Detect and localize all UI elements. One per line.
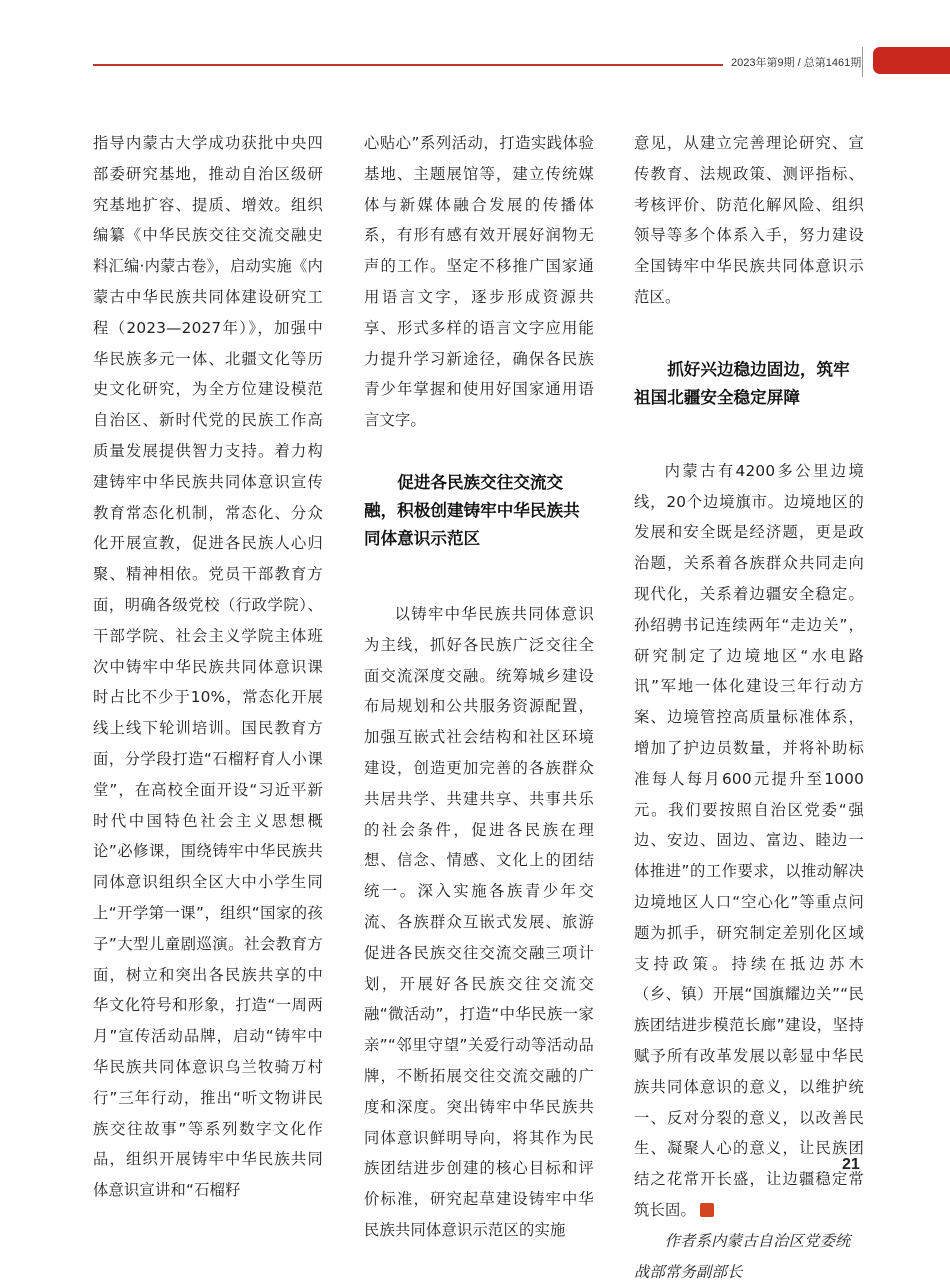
page-number: 21 (842, 1156, 860, 1174)
author-line-2: 战部常务副部长 (634, 1257, 864, 1287)
column-2 (364, 128, 594, 1246)
author-line-1: 作者系内蒙古自治区党委统 (634, 1226, 864, 1257)
seal-icon: 实践 (700, 1203, 714, 1217)
column-3 (634, 128, 864, 1287)
column-1 (93, 128, 323, 1206)
col3-paragraph-1: 意见，从建立完善理论研究、宣传教育、法规政策、测评指标、考核评价、防范化解风险、组织领导等多个体系入手，努力建设全国铸牢中华民族共同体意识示范区。 (634, 128, 864, 313)
col3-paragraph-2-text: 内蒙古有4200多公里边境线，20个边境旗市。边境地区的发展和安全既是经济题，更是政治题，关系着各族群众共同走向现代化，关系着边疆安全稳定。孙绍骋书记连续两年“走边关”，研究制定了边境地区“水电路讯”军地一体化建设三年行动方案、边境管控高质量标准体系，增加了护边员数量，并将补助标准每人每月600元提升至1000元。我们要按照自治区党委“强边、安边、固边、富边、睦边一体推进”的工作要求，以推动解决边境地区人口“空心化”等重点问题为抓手，研究制定差别化区域支持政策。持续在抵边苏木（乡、镇）开展“国旗耀边关”“民族团结进步模范长廊”建设，坚持赋予所有改革发展以彰显中华民族共同体意识的意义，以维护统一、反对分裂的意义，以改善民生、凝聚人心的意义，让民族团结之花常开长盛，让边疆稳定常筑长固。 (634, 462, 864, 1219)
col3-paragraph-2 (634, 456, 864, 1226)
header-divider (862, 47, 863, 77)
col2-section-heading: 促进各民族交往交流交融，积极创建铸牢中华民族共同体意识示范区 (364, 469, 594, 553)
col3-section-heading: 抓好兴边稳边固边，筑牢祖国北疆安全稳定屏障 (634, 356, 864, 412)
header-tab (873, 47, 950, 74)
col2-paragraph-1: 心贴心”系列活动，打造实践体验基地、主题展馆等，建立传统媒体与新媒体融合发展的传播体系，有形有感有效开展好润物无声的工作。坚定不移推广国家通用语言文字，逐步形成资源共享、形式多样的语言文字应用能力提升学习新途径，确保各民族青少年掌握和使用好国家通用语言文字。 (364, 128, 594, 436)
header-rule (93, 64, 723, 66)
col1-paragraph-1: 指导内蒙古大学成功获批中央四部委研究基地，推动自治区级研究基地扩容、提质、增效。组织编纂《中华民族交往交流交融史料汇编·内蒙古卷》，启动实施《内蒙古中华民族共同体建设研究工程（2023—2027年）》，加强中华民族多元一体、北疆文化等历史文化研究，为全方位建设模范自治区、新时代党的民族工作高质量发展提供智力支持。着力构建铸牢中华民族共同体意识宣传教育常态化机制，常态化、分众化开展宣教，促进各民族人心归聚、精神相依。党员干部教育方面，明确各级党校（行政学院）、干部学院、社会主义学院主体班次中铸牢中华民族共同体意识课时占比不少于10%，常态化开展线上线下轮训培训。国民教育方面，分学段打造“石榴籽育人小课堂”，在高校全面开设“习近平新时代中国特色社会主义思想概论”必修课，围绕铸牢中华民族共同体意识组织全区大中小学生同上“开学第一课”，组织“国家的孩子”大型儿童剧巡演。社会教育方面，树立和突出各民族共享的中华文化符号和形象，打造“一周两月”宣传活动品牌，启动“铸牢中华民族共同体意识乌兰牧骑万村行”三年行动，推出“听文物讲民族交往故事”等系列数字文化作品，组织开展铸牢中华民族共同体意识宣讲和“石榴籽 (93, 128, 323, 1206)
col2-paragraph-2: 以铸牢中华民族共同体意识为主线，抓好各民族广泛交往全面交流深度交融。统筹城乡建设布局规划和公共服务资源配置，加强互嵌式社会结构和社区环境建设，创造更加完善的各族群众共居共学、共建共享、共事共乐的社会条件，促进各民族在理想、信念、情感、文化上的团结统一。深入实施各族青少年交流、各族群众互嵌式发展、旅游促进各民族交往交流交融三项计划，开展好各民族交往交流交融“微活动”，打造“中华民族一家亲”“邻里守望”关爱行动等活动品牌，不断拓展交往交流交融的广度和深度。突出铸牢中华民族共同体意识鲜明导向，将其作为民族团结进步创建的核心目标和评价标准，研究起草建设铸牢中华民族共同体意识示范区的实施 (364, 599, 594, 1246)
issue-label: 2023年第9期 / 总第1461期 (731, 54, 861, 70)
